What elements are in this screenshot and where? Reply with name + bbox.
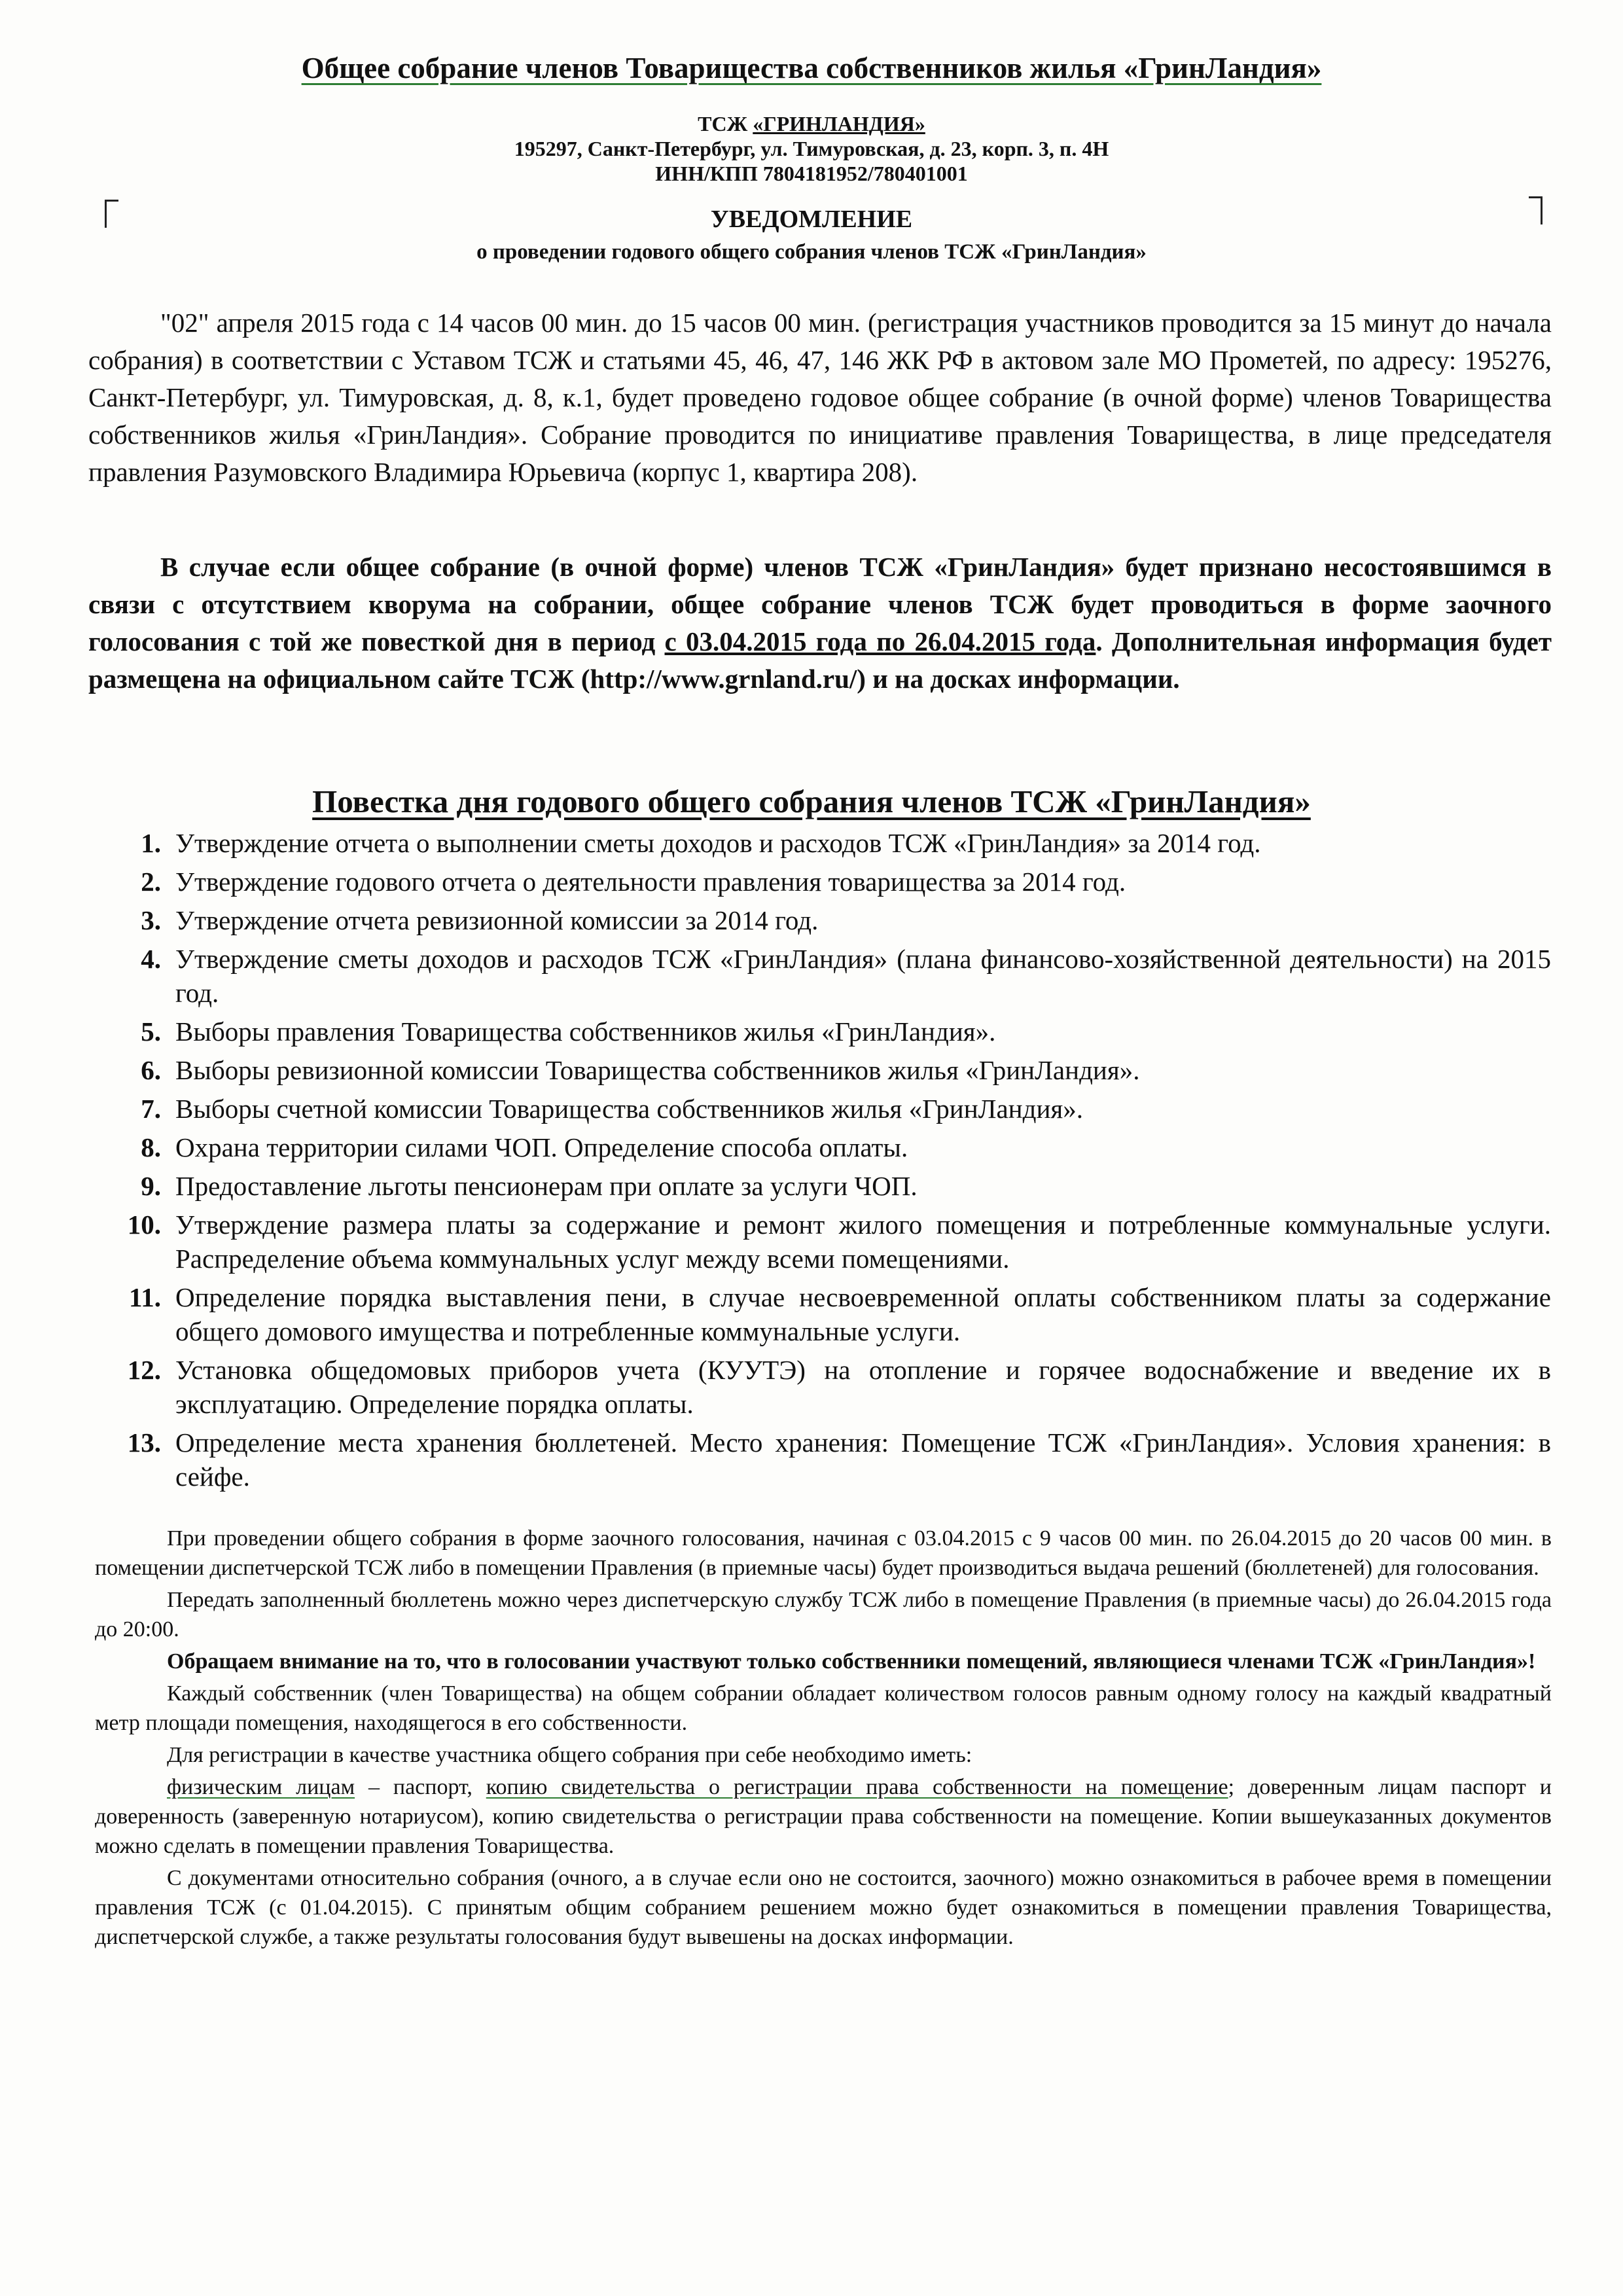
paragraph-registration: Для регистрации в качестве участника общего собрания при себе необходимо иметь:	[167, 1743, 972, 1767]
agenda-item-number: 2.	[141, 867, 161, 897]
organization-name-text: «ГРИНЛАНДИЯ»	[753, 112, 925, 135]
agenda-item	[118, 1014, 1551, 1049]
agenda-item-text: Выборы ревизионной комиссии Товарищества собственников жилья «ГринЛандия».	[175, 1055, 1140, 1085]
agenda-item-text: Выборы счетной комиссии Товарищества собственников жилья «ГринЛандия».	[175, 1094, 1084, 1124]
agenda-item-text: Утверждение годового отчета о деятельности правления товарищества за 2014 год.	[175, 867, 1126, 897]
agenda-item	[118, 1130, 1551, 1164]
agenda-item-number: 6.	[141, 1055, 161, 1085]
agenda-item-text: Утверждение размера платы за содержание и ремонт жилого помещения и потребленные коммунальные услуги. Распределение объема коммунальных услуг между всеми помещениями.	[175, 1210, 1551, 1274]
agenda-item-text: Утверждение отчета о выполнении сметы доходов и расходов ТСЖ «ГринЛандия» за 2014 год.	[175, 828, 1261, 858]
agenda-item	[118, 1208, 1551, 1276]
agenda-item-text: Охрана территории силами ЧОП. Определение способа оплаты.	[175, 1132, 908, 1162]
document-title-text: Общее собрание членов Товарищества собственников жилья «ГринЛандия»	[301, 52, 1322, 84]
agenda-item	[118, 865, 1551, 899]
agenda-item-number: 10.	[127, 1210, 161, 1240]
document-title	[0, 51, 1623, 85]
agenda-item-text: Определение порядка выставления пени, в случае несвоевременной оплаты собственником платы за содержание общего домового имущества и потребленные коммунальные услуги.	[175, 1282, 1551, 1346]
paragraph-documents-review: С документами относительно собрания (очного, а в случае если оно не состоится, заочного) можно ознакомиться в рабочее время в помещении правления ТСЖ (с 01.04.2015). С принятым общим собранием решением можно будет ознакомиться в помещении правления Товарищества, диспетчерской службе, а также результаты голосования будут вывешены на досках информации.	[95, 1866, 1552, 1949]
organization-address: 195297, Санкт-Петербург, ул. Тимуровская, д. 23, корп. 3, п. 4Н	[514, 137, 1109, 160]
agenda-item-number: 11.	[129, 1282, 161, 1312]
notice-heading	[0, 203, 1623, 268]
agenda-item	[118, 826, 1551, 860]
agenda-item	[118, 903, 1551, 937]
notice-subtitle: о проведении годового общего собрания членов ТСЖ «ГринЛандия»	[476, 240, 1147, 264]
agenda-item-number: 3.	[141, 905, 161, 935]
agenda-item-number: 4.	[141, 944, 161, 974]
paragraph-ballot-return: Передать заполненный бюллетень можно через диспетчерскую службу ТСЖ либо в помещение Правления (в приемные часы) до 26.04.2015 года до 20:00.	[95, 1588, 1552, 1641]
organization-inn: ИНН/КПП 7804181952/780401001	[655, 162, 968, 185]
agenda-item-number: 12.	[127, 1355, 161, 1385]
paragraph-attention: Обращаем внимание на то, что в голосовании участвуют только собственники помещений, являющиеся членами ТСЖ «ГринЛандия»!	[167, 1649, 1536, 1674]
agenda-list	[118, 826, 1551, 1498]
paragraph-absentee-voting: В случае если общее собрание (в очной форме) членов ТСЖ «ГринЛандия» будет признано несостоявшимся в связи с отсутствием кворума на собрании, общее собрание членов ТСЖ будет проводиться в форме заочного голосования с той же повесткой дня в период с 03.04.2015 года по 26.04.2015 года. Дополнительная информация будет размещена на официальном сайте ТСЖ (http://www.grnland.ru/) и на досках информации.	[88, 552, 1552, 694]
agenda-item-number: 1.	[141, 828, 161, 858]
agenda-item	[118, 1169, 1551, 1203]
agenda-item-text: Выборы правления Товарищества собственников жилья «ГринЛандия».	[175, 1016, 996, 1047]
agenda-item-number: 13.	[127, 1427, 161, 1458]
organization-name: ТСЖ «ГРИНЛАНДИЯ»	[698, 112, 925, 135]
agenda-item-text: Утверждение сметы доходов и расходов ТСЖ «ГринЛандия» (плана финансово-хозяйственной деятельности) на 2015 год.	[175, 944, 1551, 1008]
agenda-item	[118, 1053, 1551, 1087]
agenda-item	[118, 1353, 1551, 1421]
closing-section	[95, 1524, 1552, 1954]
agenda-title: Повестка дня годового общего собрания членов ТСЖ «ГринЛандия»	[312, 783, 1311, 819]
agenda-item-number: 7.	[141, 1094, 161, 1124]
agenda-item	[118, 1280, 1551, 1348]
agenda-item-text: Предоставление льготы пенсионерам при оплате за услуги ЧОП.	[175, 1171, 918, 1201]
paragraph-ballot-issue: При проведении общего собрания в форме заочного голосования, начиная с 03.04.2015 с 9 часов 00 мин. по 26.04.2015 до 20 часов 00 мин. в помещении диспетчерской ТСЖ либо в помещении Правления (в приемные часы) будет производиться выдача решений (бюллетеней) для голосования.	[95, 1526, 1552, 1580]
agenda-item-number: 5.	[141, 1016, 161, 1047]
agenda-item-number: 9.	[141, 1171, 161, 1201]
agenda-item	[118, 942, 1551, 1010]
agenda-item	[118, 1426, 1551, 1494]
notice-title: УВЕДОМЛЕНИЕ	[710, 206, 913, 233]
organization-block	[0, 111, 1623, 186]
agenda-item-text: Установка общедомовых приборов учета (КУУТЭ) на отопление и горячее водоснабжение и введение их в эксплуатацию. Определение порядка оплаты.	[175, 1355, 1551, 1419]
agenda-item	[118, 1092, 1551, 1126]
paragraph-meeting-info: "02" апреля 2015 года с 14 часов 00 мин. до 15 часов 00 мин. (регистрация участников проводится за 15 минут до начала собрания) в соответствии с Уставом ТСЖ и статьями 45, 46, 47, 146 ЖК РФ в актовом зале МО Прометей, по адресу: 195276, Санкт-Петербург, ул. Тимуровская, д. 8, к.1, будет проведено годовое общее собрание (в очной форме) членов Товарищества собственников жилья «ГринЛандия». Собрание проводится по инициативе правления Товарищества, в лице председателя правления Разумовского Владимира Юрьевича (корпус 1, квартира 208).	[88, 308, 1552, 487]
paragraph-votes: Каждый собственник (член Товарищества) на общем собрании обладает количеством голосов равным одному голосу на каждый квадратный метр площади помещения, находящегося в его собственности.	[95, 1681, 1552, 1735]
paragraph-documents-required: физическим лицам – паспорт, копию свидетельства о регистрации права собственности на помещение; доверенным лицам паспорт и доверенность (заверенную нотариусом), копию свидетельства о регистрации права собственности на помещение. Копии вышеуказанных документов можно сделать в помещении правления Товарищества.	[95, 1775, 1552, 1858]
voting-period: с 03.04.2015 года по 26.04.2015 года	[664, 626, 1096, 656]
agenda-item-text: Определение места хранения бюллетеней. Место хранения: Помещение ТСЖ «ГринЛандия». Условия хранения: в сейфе.	[175, 1427, 1551, 1492]
agenda-item-number: 8.	[141, 1132, 161, 1162]
agenda-item-text: Утверждение отчета ревизионной комиссии за 2014 год.	[175, 905, 819, 935]
